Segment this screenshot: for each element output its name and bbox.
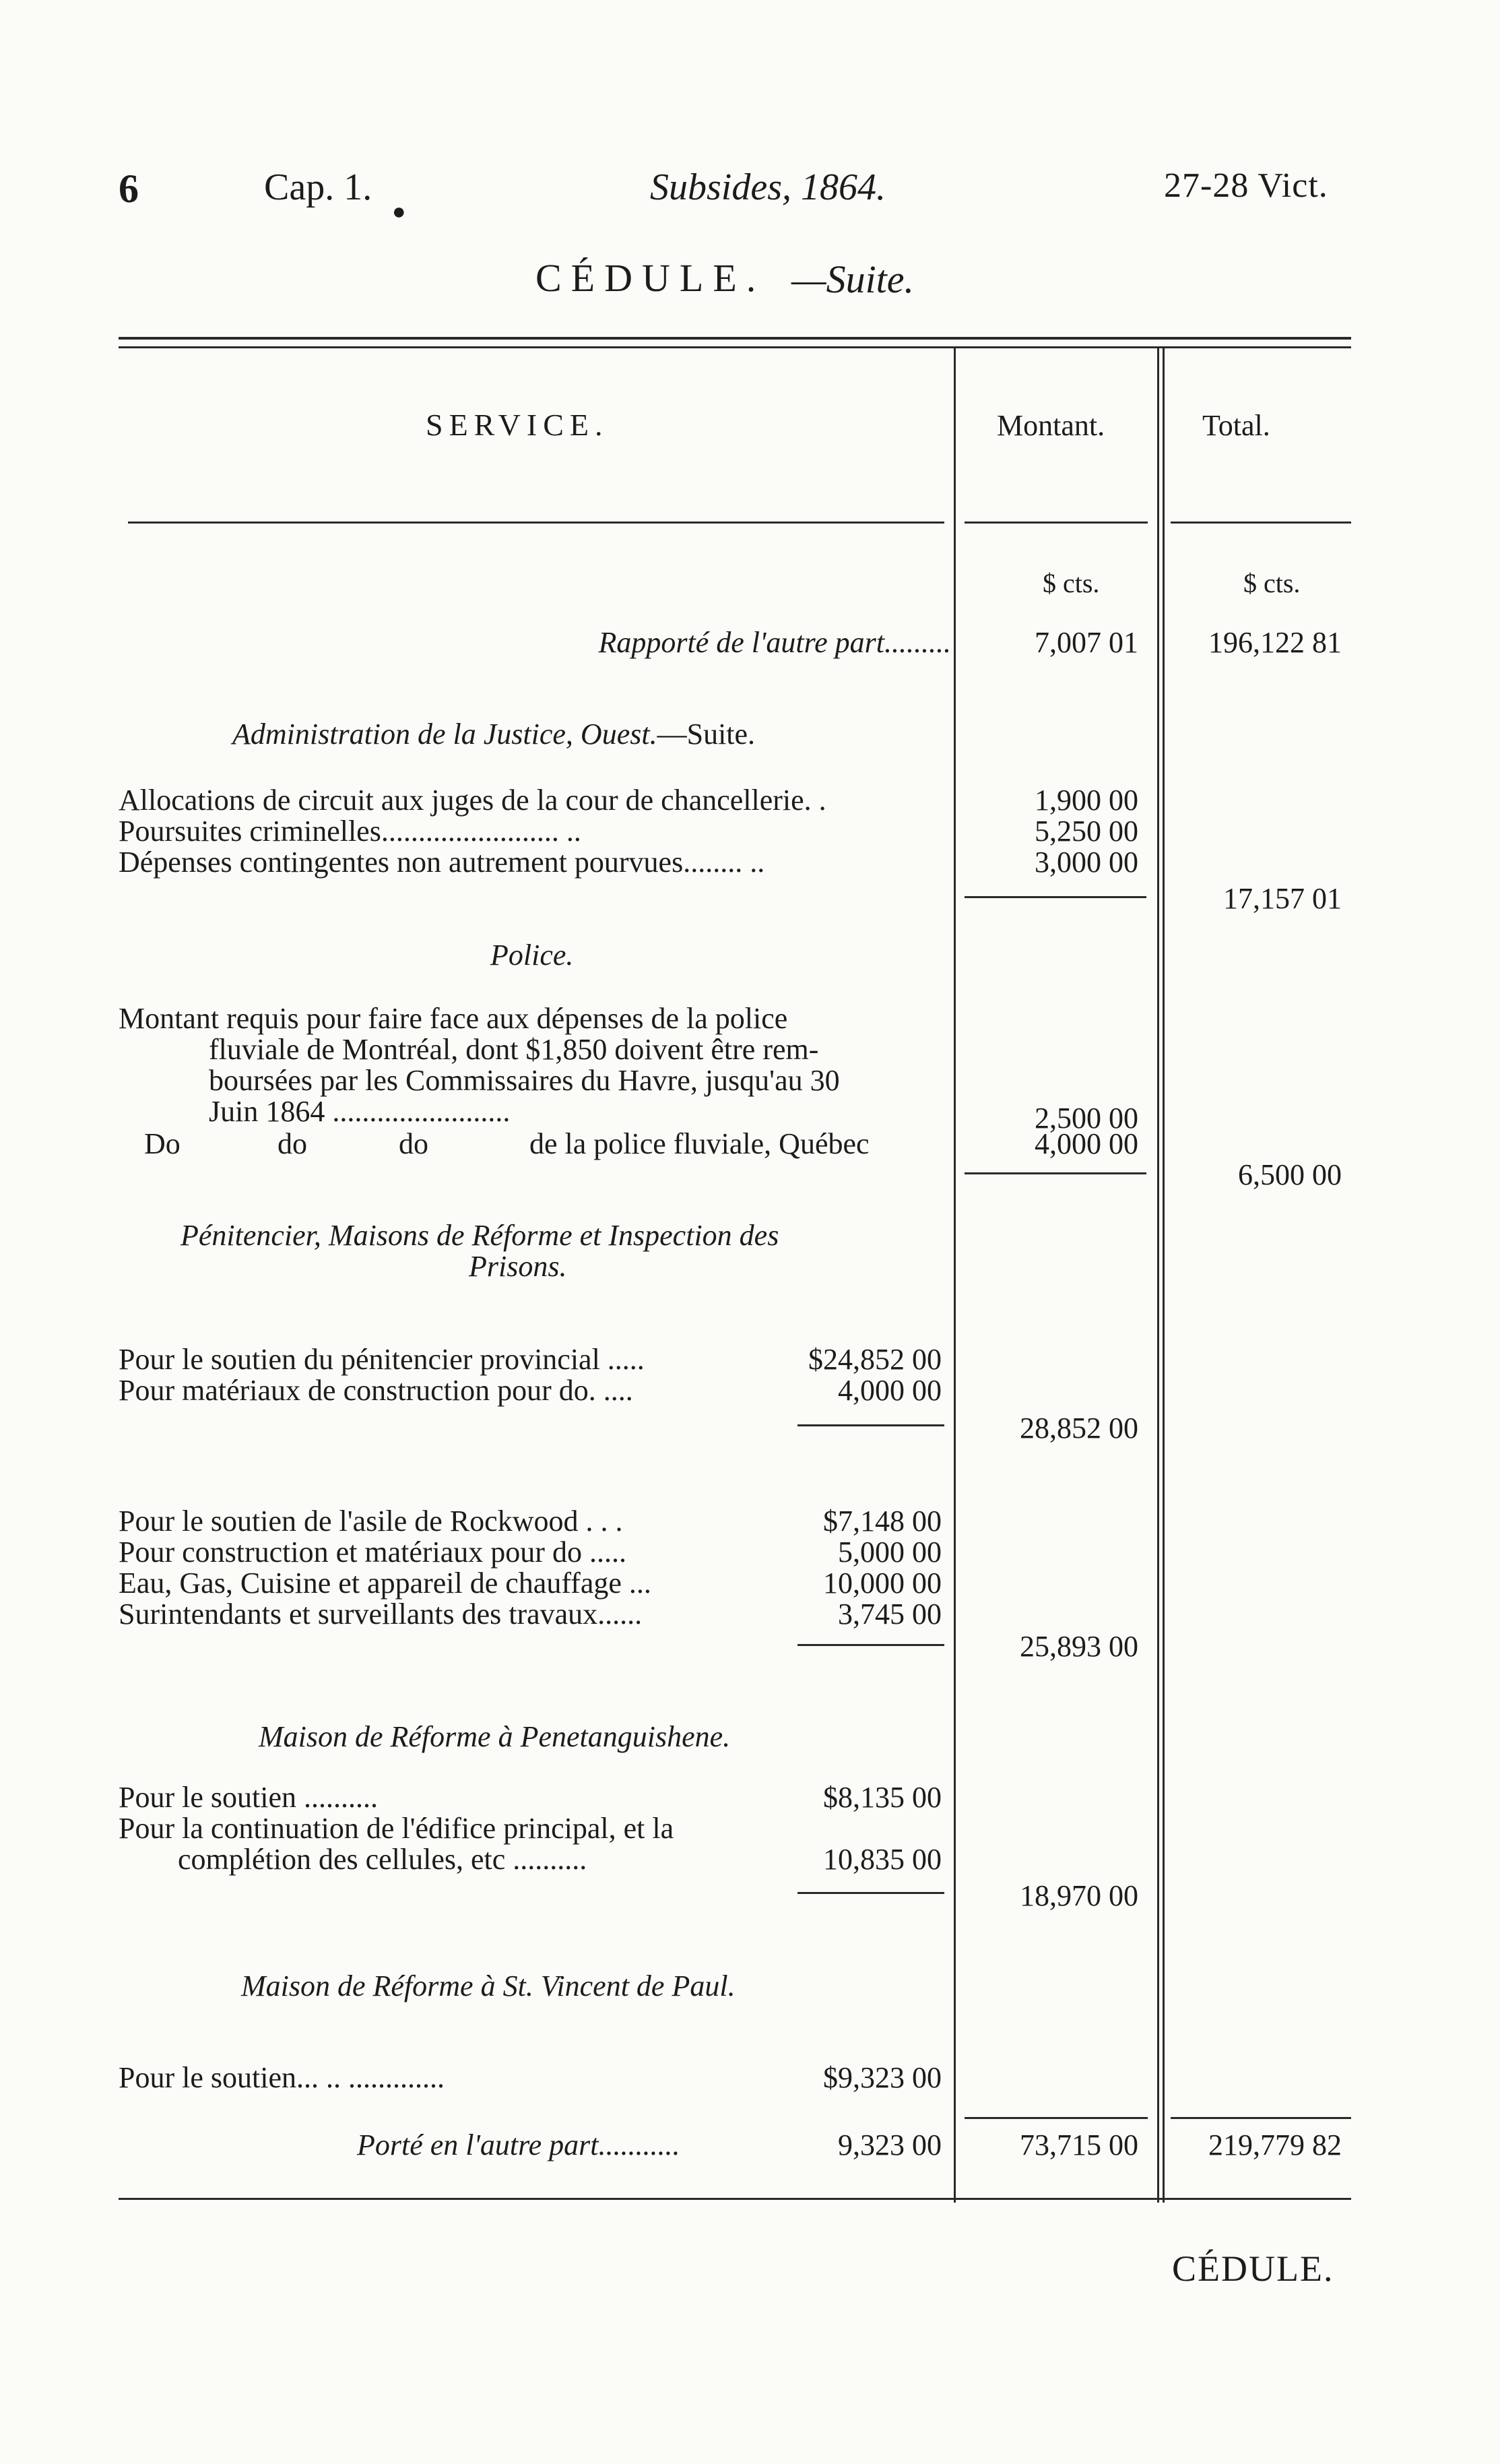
- table-bottom-rule: [119, 2198, 1351, 2200]
- penitencier-row-label: Pour matériaux de construction pour do. ....: [119, 1374, 633, 1407]
- police-montant-1: 2,500 00: [1035, 1102, 1138, 1135]
- justice-total: 17,157 01: [1223, 882, 1342, 915]
- penitencier-row-amount: $24,852 00: [808, 1343, 942, 1376]
- justice-row-montant: 3,000 00: [1035, 846, 1138, 879]
- table-top-rule-double: [119, 346, 1351, 348]
- penitencier-heading-line2: Prisons.: [469, 1250, 567, 1283]
- header-underline-total: [1171, 522, 1351, 524]
- justice-heading-suffix: —Suite.: [657, 718, 756, 751]
- rockwood-subtotal: 25,893 00: [1020, 1630, 1138, 1663]
- justice-heading-text: Administration de la Justice, Ouest.: [232, 718, 657, 751]
- rockwood-row-amount: 10,000 00: [823, 1567, 942, 1600]
- rockwood-row-label: Eau, Gas, Cuisine et appareil de chauffage ...: [119, 1567, 651, 1600]
- header-total: Total.: [1202, 409, 1270, 442]
- penitencier-heading: Pénitencier, Maisons de Réforme et Inspection des: [181, 1219, 779, 1252]
- currency-montant: $ cts.: [1043, 568, 1100, 598]
- justice-row-label: Allocations de circuit aux juges de la cour de chancellerie. .: [119, 784, 826, 817]
- brought-forward-label: Rapporté de l'autre part.........: [598, 626, 951, 659]
- police-sum-rule: [965, 1172, 1146, 1174]
- penitencier-sum-rule: [797, 1424, 944, 1426]
- chapter-label: Cap. 1.: [264, 166, 372, 208]
- justice-sum-rule: [965, 896, 1146, 898]
- header-underline-montant: [965, 522, 1148, 524]
- carried-forward-montant: 73,715 00: [1020, 2128, 1138, 2161]
- justice-heading: [232, 720, 755, 749]
- total-final-rule: [1171, 2117, 1351, 2119]
- penetanguishene-heading: Maison de Réforme à Penetanguishene.: [259, 1720, 731, 1753]
- police-total: 6,500 00: [1238, 1158, 1342, 1191]
- rockwood-row-label: Pour le soutien de l'asile de Rockwood . . .: [119, 1505, 623, 1538]
- police-text-line: Montant requis pour faire face aux dépenses de la police: [119, 1002, 788, 1035]
- penetanguishene-row-amount: $8,135 00: [823, 1781, 942, 1814]
- justice-row-label: Dépenses contingentes non autrement pourvues........ ..: [119, 846, 765, 879]
- stvincent-row-label: Pour le soutien... .. .............: [119, 2061, 445, 2094]
- header-underline-service: [128, 522, 944, 524]
- penetanguishene-row-label-line2: complétion des cellules, etc ..........: [178, 1843, 587, 1876]
- header-montant: Montant.: [997, 409, 1105, 442]
- carried-forward-total: 219,779 82: [1208, 2128, 1342, 2161]
- column-divider-service-montant: [954, 346, 956, 2203]
- penetanguishene-row-amount: 10,835 00: [823, 1843, 942, 1876]
- justice-row-montant: 1,900 00: [1035, 784, 1138, 817]
- currency-total: $ cts.: [1243, 568, 1301, 598]
- rockwood-row-amount: 5,000 00: [838, 1536, 942, 1569]
- carried-forward-amount: 9,323 00: [838, 2128, 942, 2161]
- rockwood-row-label: Surintendants et surveillants des travaux......: [119, 1598, 643, 1631]
- stvincent-heading: Maison de Réforme à St. Vincent de Paul.: [241, 1969, 736, 2002]
- penetanguishene-sum-rule: [797, 1892, 944, 1894]
- penitencier-subtotal: 28,852 00: [1020, 1412, 1138, 1445]
- column-divider-montant-total: [1157, 346, 1159, 2203]
- penetanguishene-subtotal: 18,970 00: [1020, 1879, 1138, 1912]
- catchword: CÉDULE.: [1172, 2248, 1334, 2289]
- rockwood-sum-rule: [797, 1644, 944, 1646]
- police-text-line: boursées par les Commissaires du Havre, jusqu'au 30: [209, 1064, 840, 1097]
- ditto-mark: do: [399, 1127, 428, 1160]
- justice-row-montant: 5,250 00: [1035, 815, 1138, 848]
- table-top-rule: [119, 337, 1351, 340]
- ditto-mark: Do: [144, 1127, 181, 1160]
- montant-final-rule: [965, 2117, 1148, 2119]
- schedule-suffix: —Suite.: [791, 257, 915, 301]
- stvincent-row-amount: $9,323 00: [823, 2061, 942, 2094]
- rockwood-row-amount: 3,745 00: [838, 1598, 942, 1631]
- penitencier-row-label: Pour le soutien du pénitencier provincial .....: [119, 1343, 645, 1376]
- header-service: SERVICE.: [426, 408, 609, 442]
- justice-row-label: Poursuites criminelles........................ ..: [119, 815, 581, 848]
- penetanguishene-row-label: Pour la continuation de l'édifice principal, et la: [119, 1812, 674, 1845]
- police-montant-2: 4,000 00: [1035, 1127, 1138, 1160]
- police-quebec-label: de la police fluviale, Québec: [529, 1127, 870, 1160]
- rockwood-row-amount: $7,148 00: [823, 1505, 942, 1538]
- page-number: 6: [119, 166, 139, 211]
- brought-forward-montant: 7,007 01: [1035, 626, 1138, 659]
- police-heading: Police.: [490, 939, 574, 972]
- rockwood-row-label: Pour construction et matériaux pour do .....: [119, 1536, 626, 1569]
- brought-forward-total: 196,122 81: [1208, 626, 1342, 659]
- police-text-line: fluviale de Montréal, dont $1,850 doivent être rem-: [209, 1033, 819, 1066]
- carried-forward-label: Porté en l'autre part...........: [357, 2128, 680, 2161]
- bullet-mark-icon: ●: [392, 199, 406, 224]
- column-divider-montant-total-double: [1163, 346, 1165, 2203]
- schedule-title: CÉDULE.: [535, 256, 766, 300]
- ditto-mark: do: [278, 1127, 307, 1160]
- penetanguishene-row-label: Pour le soutien ..........: [119, 1781, 378, 1814]
- regnal-year: 27-28 Vict.: [1164, 166, 1328, 205]
- penitencier-row-amount: 4,000 00: [838, 1374, 942, 1407]
- police-text-line: Juin 1864 ........................: [209, 1095, 511, 1128]
- running-title: Subsides, 1864.: [650, 166, 886, 208]
